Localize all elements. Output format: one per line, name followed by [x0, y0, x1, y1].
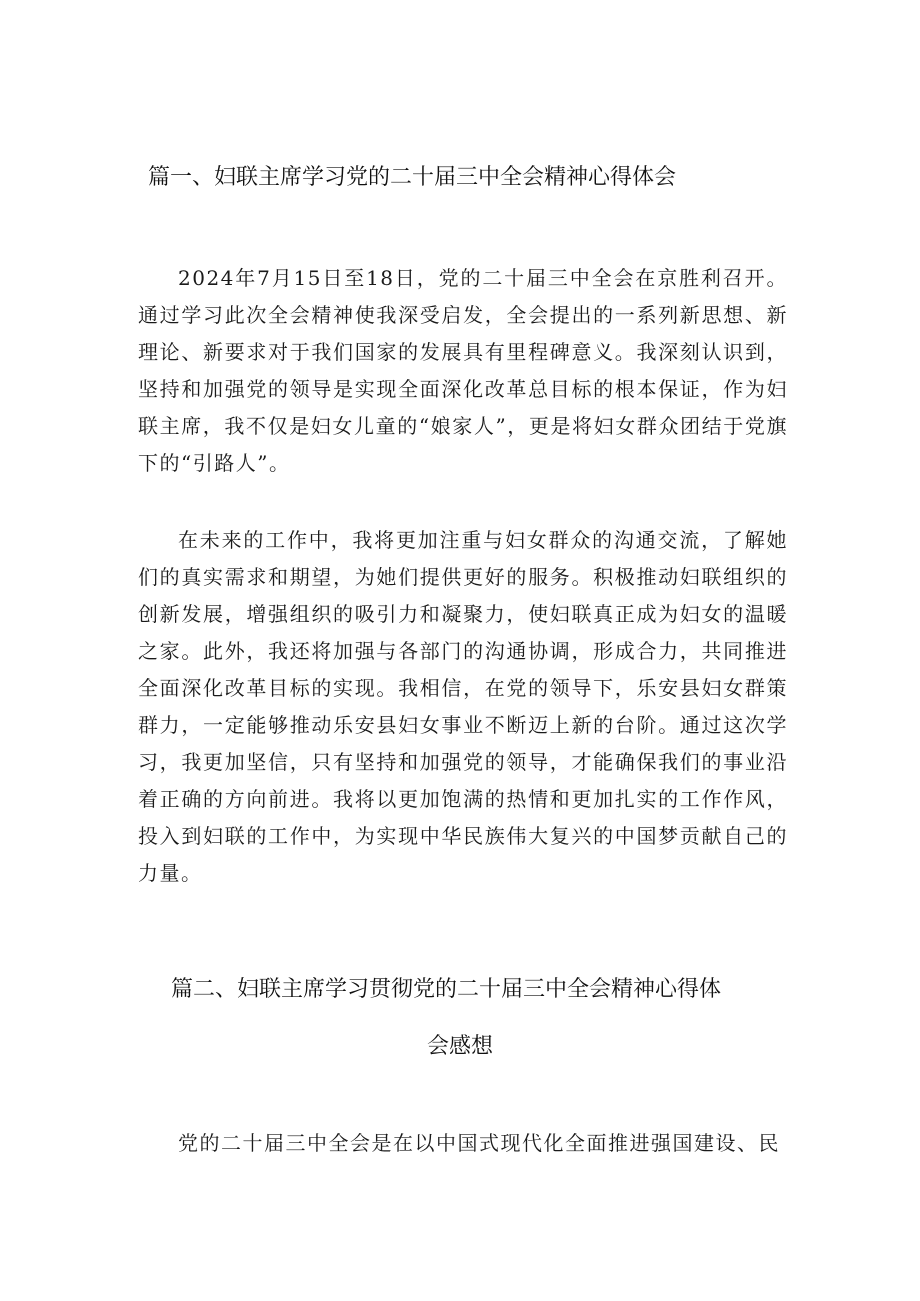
- section-two-title-line-1: 篇二、妇联主席学习贯彻党的二十届三中全会精神心得体: [171, 977, 722, 1002]
- section-one-paragraph-2-block: [138, 522, 788, 892]
- section-one-title: 篇一、妇联主席学习党的二十届三中全会精神心得体会: [148, 165, 677, 190]
- section-two-title-line-2: 会感想: [427, 1034, 494, 1059]
- section-two-paragraph-1-block: [138, 1125, 788, 1162]
- section-two-paragraph-1: 党的二十届三中全会是在以中国式现代化全面推进强国建设、民: [178, 1131, 780, 1155]
- section-one-paragraph-1-block: [138, 260, 788, 482]
- section-one-paragraph-2: 在未来的工作中，我将更加注重与妇女群众的沟通交流，了解她们的真实需求和期望，为她们提供更好的服务。积极推动妇联组织的创新发展，增强组织的吸引力和凝聚力，使妇联真正成为妇女的温暖之家。此外，我还将加强与各部门的沟通协调，形成合力，共同推进全面深化改革目标的实现。我相信，在党的领导下，乐安县妇女群策群力，一定能够推动乐安县妇女事业不断迈上新的台阶。通过这次学习，我更加坚信，只有坚持和加强党的领导，才能确保我们的事业沿着正确的方向前进。我将以更加饱满的热情和更加扎实的工作作风，投入到妇联的工作中，为实现中华民族伟大复兴的中国梦贡献自己的力量。: [138, 528, 788, 885]
- section-one-paragraph-1: 2024年7月15日至18日，党的二十届三中全会在京胜利召开。通过学习此次全会精神使我深受启发，全会提出的一系列新思想、新理论、新要求对于我们国家的发展具有里程碑意义。我深刻认识到，坚持和加强党的领导是实现全面深化改革总目标的根本保证，作为妇联主席，我不仅是妇女儿童的“娘家人”，更是将妇女群众团结于党旗下的“引路人”。: [138, 266, 788, 475]
